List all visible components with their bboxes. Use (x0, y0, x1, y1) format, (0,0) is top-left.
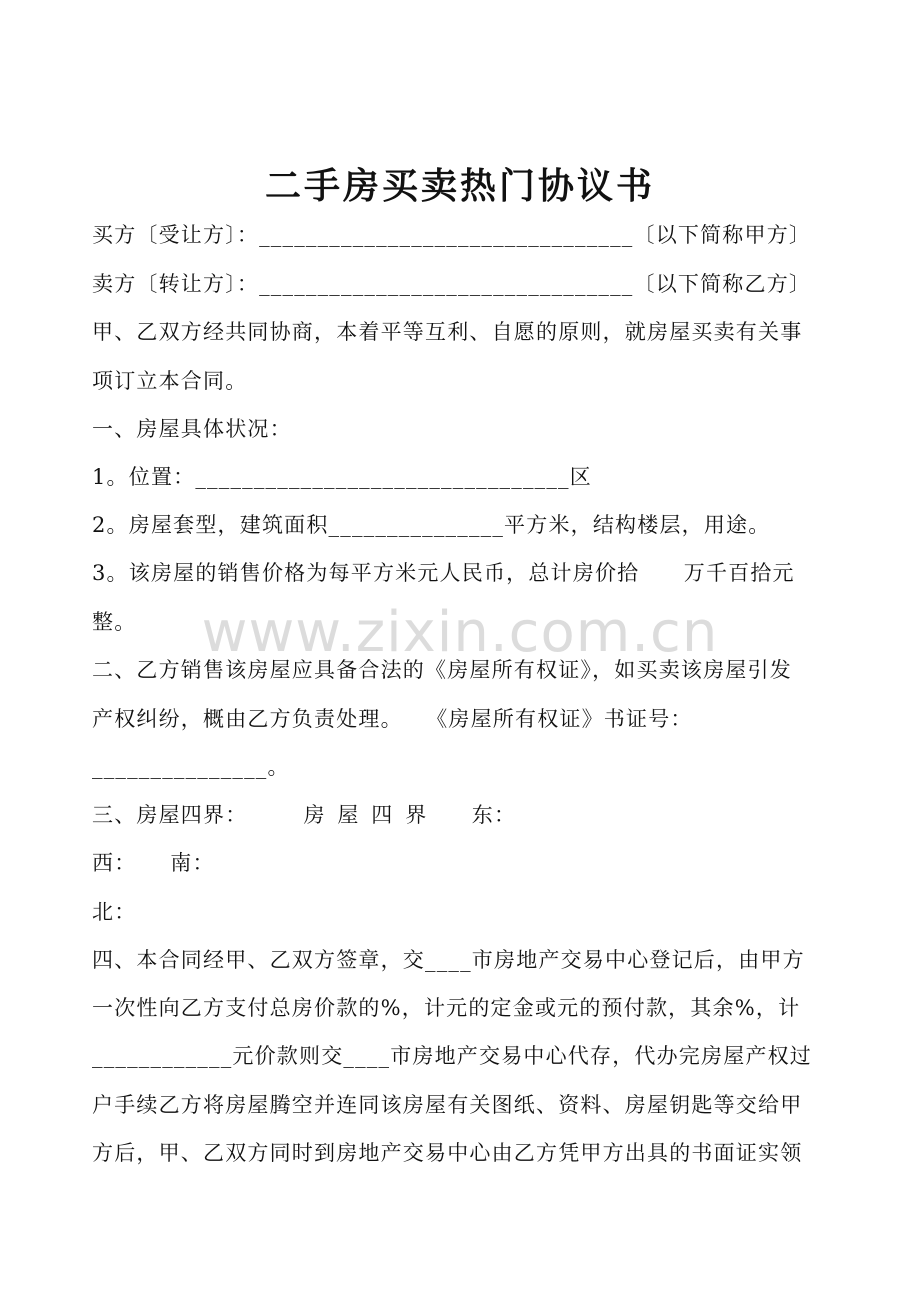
paragraph-line: ____________元价款则交____市房地产交易中心代存，代办完房屋产权过 (92, 1044, 812, 1068)
paragraph-line: 2。房屋套型，建筑面积_______________平方米，结构楼层，用途。 (92, 513, 771, 537)
paragraph-line: 北： (92, 900, 137, 924)
paragraph-line: 甲、乙双方经共同协商，本着平等互利、自愿的原则，就房屋买卖有关事 (92, 320, 803, 344)
paragraph-line: _______________。 (92, 755, 290, 779)
section-heading: 二、乙方销售该房屋应具备合法的《房屋所有权证》，如买卖该房屋引发 (92, 658, 792, 682)
paragraph-line: 整。 (92, 610, 137, 634)
document-title: 二手房买卖热门协议书 (264, 165, 655, 207)
watermark: www.zixin.com.cn (201, 600, 719, 665)
section-heading: 四、本合同经甲、乙双方签章，交____市房地产交易中心登记后，由甲方 (92, 948, 805, 972)
paragraph-line: 3。该房屋的销售价格为每平方米元人民币，总计房价拾 万千百拾元 (92, 561, 795, 585)
section-heading: 三、房屋四界： 房 屋 四 界 东： (92, 803, 517, 827)
paragraph-line: 西： 南： (92, 851, 215, 875)
section-heading: 一、房屋具体状况： (92, 417, 292, 441)
buyer-line: 买方〔受让方〕：________________________________〔以下简称甲方〕 (92, 223, 812, 247)
seller-line: 卖方〔转让方〕：________________________________〔以下简称乙方〕 (92, 272, 812, 296)
paragraph-line: 方后，甲、乙双方同时到房地产交易中心由乙方凭甲方出具的书面证实领 (92, 1141, 803, 1165)
paragraph-line: 产权纠纷，概由乙方负责处理。 《房屋所有权证》书证号： (92, 707, 693, 731)
paragraph-line: 户手续乙方将房屋腾空并连同该房屋有关图纸、资料、房屋钥匙等交给甲 (92, 1093, 803, 1117)
paragraph-line: 项订立本合同。 (92, 369, 248, 393)
paragraph-line: 一次性向乙方支付总房价款的%，计元的定金或元的预付款，其余%，计 (92, 996, 801, 1020)
paragraph-line: 1。位置：________________________________区 (92, 465, 592, 489)
